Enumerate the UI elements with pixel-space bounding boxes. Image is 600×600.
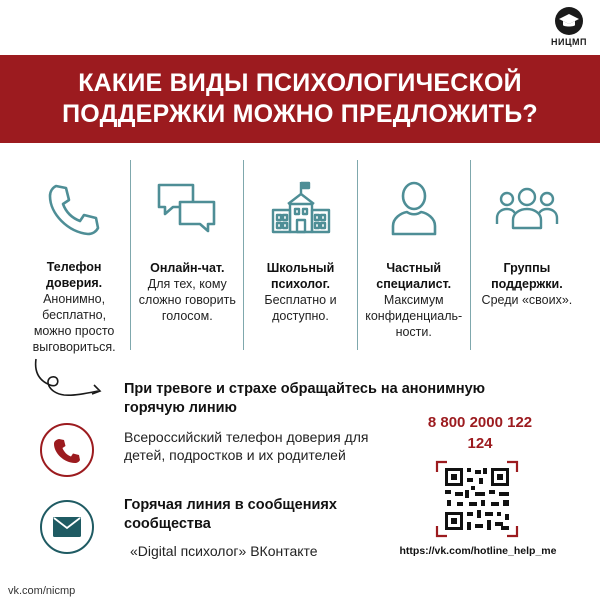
support-type-text: Бесплатно и доступно. xyxy=(264,293,337,323)
support-type-chat xyxy=(131,160,243,355)
mail-circle xyxy=(40,500,94,554)
title-banner xyxy=(0,55,600,143)
hotline-description: Всероссийский телефон доверия для детей, подростков и их родителей xyxy=(124,429,369,463)
chat-bubbles-icon xyxy=(155,176,219,240)
support-type-private xyxy=(358,160,470,355)
support-type-text: Среди «своих». xyxy=(481,293,573,307)
support-type-title: Частный специалист. xyxy=(376,261,452,291)
logo-emblem-icon xyxy=(554,6,584,36)
support-type-title: Онлайн-чат. xyxy=(150,261,225,275)
support-types xyxy=(18,160,583,355)
logo-text: НИЦМП xyxy=(550,37,587,47)
nicmp-logo xyxy=(545,6,593,54)
group-icon xyxy=(495,176,559,240)
envelope-icon xyxy=(52,516,82,538)
swirl-arrow-icon xyxy=(30,355,110,405)
phone-icon xyxy=(42,176,106,239)
page-title xyxy=(62,68,538,130)
title-line-2: ПОДДЕРЖКИ МОЖНО ПРЕДЛОЖИТЬ? xyxy=(62,100,538,128)
phone-circle xyxy=(40,423,94,477)
messages-title: Горячая линия в сообщениях сообщества xyxy=(124,497,337,532)
support-type-school xyxy=(244,160,356,355)
title-line-1: КАКИЕ ВИДЫ ПСИХОЛОГИЧЕСКОЙ xyxy=(78,69,522,97)
footer-link[interactable]: vk.com/nicmp xyxy=(8,585,76,597)
support-type-text: Анонимно, бесплатно, можно просто выговориться. xyxy=(32,292,116,354)
phone-number-line-1: 8 800 2000 122 xyxy=(427,414,533,431)
support-type-title: Телефон доверия. xyxy=(46,260,103,290)
support-type-title: Группы поддержки. xyxy=(491,261,563,291)
community-url[interactable]: https://vk.com/hotline_help_me xyxy=(399,545,557,557)
phone-number-line-2: 124 xyxy=(467,435,493,452)
support-type-text: Для тех, кому сложно говорить голосом. xyxy=(138,277,236,323)
qr-code[interactable] xyxy=(435,460,519,538)
hotline-phone-number[interactable] xyxy=(400,412,560,454)
phone-handset-icon xyxy=(53,436,81,464)
messages-description: «Digital психолог» ВКонтакте xyxy=(130,543,318,559)
support-type-groups xyxy=(471,160,583,355)
person-icon xyxy=(382,176,446,240)
support-type-text: Максимум конфиденциаль-ности. xyxy=(365,293,463,339)
hotline-title: При тревоге и страхе обращайтесь на анонимную горячую линию xyxy=(124,381,486,416)
support-type-hotline xyxy=(18,160,130,355)
support-type-title: Школьный психолог. xyxy=(266,261,335,291)
school-icon xyxy=(269,176,333,240)
